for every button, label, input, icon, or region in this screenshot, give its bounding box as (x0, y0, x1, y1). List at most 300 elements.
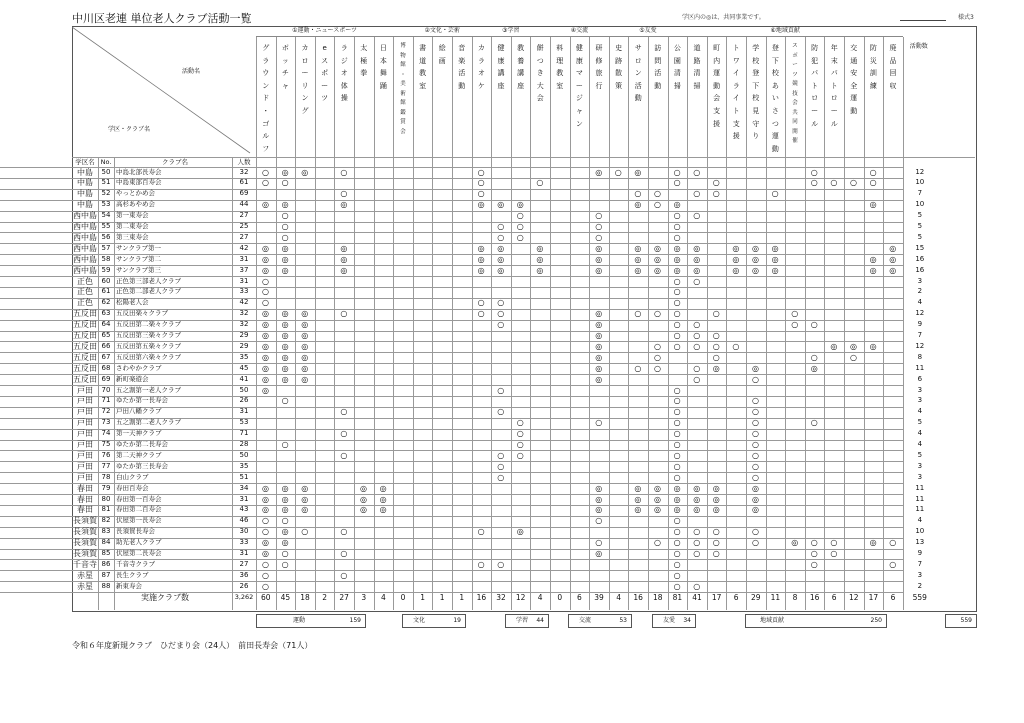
activity-mark: ○ (810, 538, 818, 548)
category-summary-value: 44 (536, 617, 544, 624)
activity-mark: ◎ (301, 309, 309, 319)
activity-mark: ○ (281, 396, 289, 406)
activity-mark: ◎ (262, 549, 269, 558)
category-summary-label: 文化 (413, 617, 426, 624)
member-count: 36 (239, 570, 249, 579)
activity-mark: ◎ (595, 331, 603, 340)
member-count: 51 (239, 472, 249, 481)
activity-mark: ◎ (654, 494, 661, 504)
activity-mark: ◎ (595, 341, 603, 351)
member-count: 25 (239, 222, 249, 230)
district-name: 西中島 (73, 222, 97, 231)
activity-column-header: 研 修 旅 行 (595, 44, 603, 90)
district-name: 西中島 (73, 211, 97, 221)
activity-mark: ◎ (595, 167, 603, 177)
activity-mark: ◎ (595, 505, 603, 515)
activity-mark: ○ (771, 189, 779, 199)
member-count: 30 (239, 527, 249, 536)
column-total: 17 (868, 593, 879, 603)
activity-mark: ◎ (595, 549, 603, 558)
club-name: 戸田八幡クラブ (116, 407, 162, 416)
activity-mark: ○ (281, 222, 289, 231)
club-number: 70 (101, 385, 111, 394)
activity-mark: ○ (516, 450, 524, 460)
activity-column-header: 料 理 教 室 (556, 44, 564, 90)
activity-mark: ○ (497, 461, 505, 471)
activity-mark: ○ (752, 396, 759, 406)
category-summary-label: 交流 (579, 617, 592, 624)
club-number: 54 (101, 211, 111, 220)
column-total: 17 (711, 593, 722, 603)
column-total: 41 (692, 593, 702, 603)
activity-count: 4 (917, 440, 923, 448)
district-column-header: 学区名 (75, 157, 95, 166)
activity-mark: ○ (673, 232, 681, 242)
activity-mark: ○ (281, 178, 289, 188)
column-total: 4 (381, 593, 386, 603)
activity-mark: ○ (340, 167, 348, 177)
activity-mark: ◎ (262, 352, 269, 362)
activity-mark: ○ (281, 516, 289, 526)
activity-column-header: 健 康 マ ー ジ ャ ン (575, 44, 583, 128)
activity-mark: ◎ (262, 538, 269, 548)
activity-mark: ○ (752, 429, 759, 439)
activity-mark: ◎ (281, 527, 289, 537)
activity-mark: ○ (850, 178, 857, 188)
activity-column-header: ボ ッ チ ャ (281, 44, 289, 90)
category-summary-value: 250 (870, 617, 882, 624)
activity-mark: ◎ (497, 265, 505, 275)
activity-mark: ◎ (262, 385, 269, 395)
activity-mark: ◎ (595, 243, 603, 253)
activity-mark: ○ (830, 538, 838, 548)
district-name: 中島 (77, 200, 93, 210)
club-number: 61 (101, 287, 111, 296)
club-number: 57 (101, 243, 111, 252)
district-name: 戸田 (77, 450, 93, 460)
column-total: 1 (459, 593, 465, 603)
column-total: 18 (300, 593, 310, 603)
column-total: 12 (515, 593, 526, 603)
activity-mark: ○ (693, 276, 701, 286)
activity-mark: ◎ (281, 167, 289, 177)
category-summary-label: 友愛 (663, 617, 676, 624)
activity-mark: ◎ (595, 374, 603, 384)
column-total: 27 (339, 593, 349, 603)
district-name: 長須賀 (73, 516, 97, 526)
activity-mark: ◎ (673, 265, 681, 275)
activity-count: 5 (917, 211, 923, 220)
activity-column-header: 博 物 館 ・ 美 術 館 鑑 賞 会 (400, 43, 406, 135)
activity-mark: ○ (673, 527, 681, 537)
activity-mark: ◎ (281, 254, 289, 264)
column-total: 2 (322, 593, 327, 603)
club-name: 五反田楽々クラブ (116, 309, 168, 318)
activity-mark: ◎ (281, 243, 289, 253)
activity-mark: ◎ (497, 254, 505, 264)
category-summary-label: 地域貢献 (760, 617, 785, 624)
activity-mark: ◎ (595, 363, 603, 373)
club-number: 63 (101, 309, 111, 318)
activity-count: 4 (917, 516, 923, 525)
member-count: 28 (239, 440, 249, 448)
activity-count: 11 (915, 483, 925, 492)
activity-mark: ○ (340, 549, 348, 558)
activity-mark: ○ (810, 352, 818, 362)
club-name: 松陽老人会 (116, 298, 149, 307)
member-count: 32 (239, 167, 249, 176)
column-total: 3 (361, 593, 367, 603)
totals-label: 実施クラブ数 (141, 593, 189, 603)
activity-mark: ◎ (869, 265, 877, 275)
member-count: 27 (239, 559, 249, 568)
activity-column-header: e ス ポ ー ツ (321, 44, 329, 103)
activity-count: 13 (915, 538, 925, 547)
number-column-header: No. (100, 157, 112, 166)
club-number: 62 (101, 298, 111, 307)
activity-mark: ◎ (262, 341, 269, 351)
activity-mark: ◎ (869, 341, 877, 351)
activity-mark: ◎ (379, 483, 387, 493)
activity-mark: ○ (810, 320, 818, 330)
member-count: 31 (239, 407, 249, 416)
column-total: 18 (653, 593, 663, 603)
activity-mark: ◎ (262, 243, 269, 253)
column-total: 12 (849, 593, 859, 603)
district-name: 西中島 (73, 232, 97, 242)
activity-mark: ◎ (595, 254, 603, 264)
district-name: 戸田 (77, 385, 93, 395)
club-name: 助光老人クラブ (116, 538, 162, 547)
club-number: 85 (101, 549, 111, 557)
activity-mark: ◎ (693, 494, 701, 504)
activity-mark: ○ (281, 232, 289, 242)
club-name: サンクラブ第三 (116, 265, 162, 274)
activity-mark: ◎ (889, 254, 897, 264)
category-summary-box (745, 614, 887, 628)
category-summary-box (652, 614, 696, 628)
activity-mark: ◎ (595, 483, 603, 493)
activity-column-header: 学 校 登 下 校 見 守 り (752, 44, 760, 141)
activity-mark: ○ (654, 363, 661, 373)
member-count: 27 (239, 232, 249, 241)
column-total: 16 (476, 593, 487, 603)
club-number: 72 (101, 407, 111, 416)
activity-mark: ○ (752, 418, 759, 428)
activity-column-header: 日 本 舞 踊 (379, 44, 387, 90)
activity-mark: ◎ (379, 505, 387, 515)
activity-count: 7 (917, 189, 923, 198)
activity-mark: ○ (477, 298, 485, 308)
activity-column-header: ラ ジ オ 体 操 (340, 44, 348, 103)
activity-mark: ◎ (810, 363, 818, 373)
activity-mark: ◎ (262, 331, 269, 340)
activity-mark: ○ (673, 407, 681, 417)
club-number: 86 (101, 559, 111, 568)
club-number: 87 (101, 570, 111, 579)
activity-count-header: 活動数 (909, 43, 928, 50)
activity-mark: ○ (673, 538, 681, 548)
district-name: 戸田 (77, 472, 93, 482)
activity-mark: ○ (340, 309, 348, 319)
activity-count: 3 (917, 570, 923, 579)
activity-column-header: 史 跡 散 策 (615, 44, 623, 90)
activity-mark: ○ (516, 418, 524, 428)
activity-mark: ○ (595, 516, 603, 526)
activity-mark: ◎ (301, 483, 309, 493)
activity-mark: ◎ (340, 243, 348, 253)
activity-mark: ◎ (850, 341, 857, 351)
club-name: 長須賀長寿会 (116, 527, 155, 536)
activity-mark: ○ (693, 374, 701, 384)
activity-mark: ○ (614, 167, 622, 177)
activity-mark: ○ (712, 341, 720, 351)
member-count: 35 (239, 461, 249, 470)
activity-mark: ○ (673, 222, 681, 231)
activity-count: 2 (917, 287, 923, 296)
activity-mark: ◎ (634, 200, 642, 210)
activity-count: 11 (915, 494, 925, 503)
activity-mark: ○ (673, 211, 681, 221)
activity-count: 7 (917, 331, 923, 339)
club-number: 51 (101, 178, 111, 187)
district-name: 長須賀 (73, 527, 97, 537)
column-total: 1 (420, 593, 425, 603)
activity-group-header: ④交流 (530, 26, 628, 37)
activity-mark: ◎ (360, 494, 367, 504)
activity-mark: ◎ (869, 200, 877, 210)
activity-mark: ○ (340, 450, 348, 460)
club-name: やっとかめ会 (116, 189, 155, 198)
club-name: サンクラブ第一 (116, 243, 162, 252)
activity-mark: ○ (654, 352, 661, 362)
club-number: 52 (101, 189, 111, 198)
member-count: 32 (239, 320, 249, 329)
footer-note: 令和６年度新規クラブ ひだまり会（24人） 前田長寿会（71人） (72, 641, 313, 650)
club-number: 88 (101, 581, 111, 590)
activity-mark: ◎ (595, 352, 603, 362)
activity-mark: ◎ (634, 494, 642, 504)
club-name: 長生クラブ (116, 570, 149, 579)
activity-mark: ○ (262, 167, 269, 177)
activity-mark: ○ (850, 352, 857, 362)
club-name: 五反田第二楽々クラブ (116, 320, 181, 329)
activity-column-header: 太 極 拳 (360, 44, 368, 78)
activity-mark: ◎ (262, 200, 269, 210)
activity-mark: ◎ (497, 243, 505, 253)
activity-mark: ○ (262, 516, 269, 526)
activity-mark: ○ (693, 331, 701, 340)
activity-mark: ○ (889, 559, 897, 569)
activity-mark: ○ (281, 211, 289, 221)
column-total: 29 (751, 593, 761, 603)
club-number: 60 (101, 276, 111, 285)
activity-mark: ◎ (262, 320, 269, 330)
activity-count: 16 (915, 254, 925, 263)
member-count: 31 (239, 276, 249, 285)
activity-mark: ○ (712, 549, 720, 558)
activity-mark: ◎ (732, 254, 740, 264)
district-name: 春田 (77, 483, 93, 493)
club-column-header: クラブ名 (162, 157, 188, 166)
activity-mark: ◎ (752, 265, 759, 275)
district-name: 五反田 (73, 331, 97, 340)
activity-mark: ○ (497, 385, 505, 395)
activity-mark: ○ (536, 178, 544, 188)
activity-count: 15 (915, 243, 925, 252)
activity-mark: ◎ (869, 254, 877, 264)
activity-group-header: ③学習 (491, 26, 530, 37)
category-summary-label: 学習 (516, 617, 529, 624)
activity-count: 11 (915, 363, 925, 372)
member-count: 27 (239, 211, 249, 220)
activity-mark: ○ (634, 309, 642, 319)
activity-mark: ◎ (634, 167, 642, 177)
form-number: 様式3 (958, 14, 974, 21)
activity-group-header: ⑥地域貢献 (668, 26, 903, 37)
activity-mark: ○ (477, 559, 485, 569)
activity-mark: ◎ (360, 483, 367, 493)
activity-mark: ○ (477, 178, 485, 188)
activity-column-header: 防 災 訓 練 (869, 44, 877, 90)
activity-mark: ○ (712, 352, 720, 362)
activity-mark: ○ (693, 549, 701, 558)
activity-group-header: ①運動・ニュースポーツ (256, 26, 393, 37)
activity-mark: ○ (595, 211, 603, 221)
category-summary-box (568, 614, 632, 628)
activity-mark: ◎ (281, 200, 289, 210)
activity-mark: ○ (673, 276, 681, 286)
activity-mark: ◎ (340, 200, 348, 210)
activity-mark: ○ (712, 538, 720, 548)
category-summary-box (505, 614, 549, 628)
member-count: 61 (239, 178, 249, 187)
club-name: 第一東寿会 (116, 211, 149, 220)
club-number: 50 (101, 167, 111, 176)
category-summary-box (402, 614, 466, 628)
joint-project-note: 学区内の◎は、共同事業です。 (682, 14, 765, 21)
activity-mark: ◎ (281, 331, 289, 340)
activity-mark: ○ (673, 581, 681, 591)
district-name: 西中島 (73, 254, 97, 264)
club-name: 千音寺クラブ (116, 559, 155, 568)
club-number: 53 (101, 200, 111, 209)
member-count: 29 (239, 341, 249, 350)
district-name: 中島 (77, 178, 93, 188)
activity-mark: ◎ (281, 483, 289, 493)
member-count: 71 (239, 429, 249, 438)
member-count: 69 (239, 189, 249, 198)
activity-mark: ○ (595, 232, 603, 242)
member-count: 26 (239, 581, 249, 590)
activity-mark: ○ (654, 309, 661, 319)
activity-mark: ○ (673, 309, 681, 319)
activity-mark: ○ (693, 167, 701, 177)
activity-mark: ○ (791, 309, 799, 319)
activity-mark: ◎ (712, 505, 720, 515)
activity-count: 7 (917, 559, 923, 568)
activity-mark: ○ (752, 472, 759, 482)
club-number: 83 (101, 527, 111, 536)
member-count: 42 (239, 243, 249, 252)
district-name: 春田 (77, 505, 93, 515)
category-summary-value: 559 (960, 617, 972, 624)
club-number: 79 (101, 483, 111, 492)
activity-mark: ○ (281, 559, 289, 569)
district-name: 中島 (77, 189, 93, 199)
activity-mark: ○ (262, 178, 269, 188)
club-number: 82 (101, 516, 111, 525)
district-name: 戸田 (77, 440, 93, 449)
member-count: 42 (239, 298, 249, 307)
activity-mark: ◎ (830, 341, 838, 351)
column-total: 45 (280, 593, 291, 603)
total-members: 3,262 (234, 593, 254, 602)
category-summary-box (256, 614, 366, 628)
activity-mark: ◎ (595, 265, 603, 275)
activity-mark: ◎ (301, 167, 309, 177)
activity-count: 6 (917, 374, 923, 383)
activity-mark: ○ (477, 189, 485, 199)
club-name: 第一天神クラブ (116, 429, 162, 438)
activity-mark: ○ (497, 472, 505, 482)
activity-mark: ○ (830, 549, 838, 558)
activity-count: 10 (915, 527, 925, 536)
activity-mark: ○ (340, 527, 348, 537)
club-number: 73 (101, 418, 111, 427)
club-name: 第二東寿会 (116, 222, 149, 230)
activity-mark: ◎ (262, 494, 269, 504)
page-title: 中川区老連 単位老人クラブ活動一覧 (72, 12, 252, 25)
activity-mark: ◎ (262, 309, 269, 319)
club-name: 春田百寿会 (116, 483, 149, 492)
club-name: 中島北部長寿会 (116, 167, 162, 176)
district-name: 西中島 (73, 243, 97, 253)
activity-group-header: ②文化・芸術 (393, 26, 491, 37)
activity-mark: ○ (516, 211, 524, 221)
activity-mark: ○ (693, 189, 701, 199)
activity-mark: ◎ (262, 363, 269, 373)
activity-mark: ○ (810, 549, 818, 558)
activity-mark: ◎ (477, 265, 485, 275)
club-name: 春田第二百寿会 (116, 505, 162, 514)
club-number: 64 (101, 320, 111, 329)
activity-mark: ◎ (595, 320, 603, 330)
district-name: 長須賀 (73, 538, 97, 548)
district-name: 中島 (77, 167, 93, 177)
activity-mark: ◎ (281, 494, 289, 504)
member-count: 33 (239, 538, 249, 547)
activity-mark: ○ (673, 461, 681, 471)
activity-mark: ○ (673, 559, 681, 569)
column-total: 81 (672, 593, 683, 603)
member-count: 50 (239, 450, 249, 459)
activity-count: 5 (917, 232, 923, 241)
club-name: 五反田第三楽々クラブ (116, 331, 181, 339)
activity-mark: ○ (497, 309, 505, 319)
activity-count: 4 (917, 298, 923, 307)
column-total: 4 (537, 593, 543, 603)
activity-mark: ○ (673, 385, 681, 395)
activity-mark: ○ (516, 222, 524, 231)
activity-mark: ◎ (673, 200, 681, 210)
activity-mark: ○ (654, 200, 661, 210)
activity-column-header: 健 康 講 座 (497, 44, 505, 90)
district-name: 正色 (77, 287, 93, 297)
activity-mark: ◎ (281, 363, 289, 373)
activity-mark: ◎ (771, 243, 779, 253)
activity-count: 11 (915, 505, 925, 514)
